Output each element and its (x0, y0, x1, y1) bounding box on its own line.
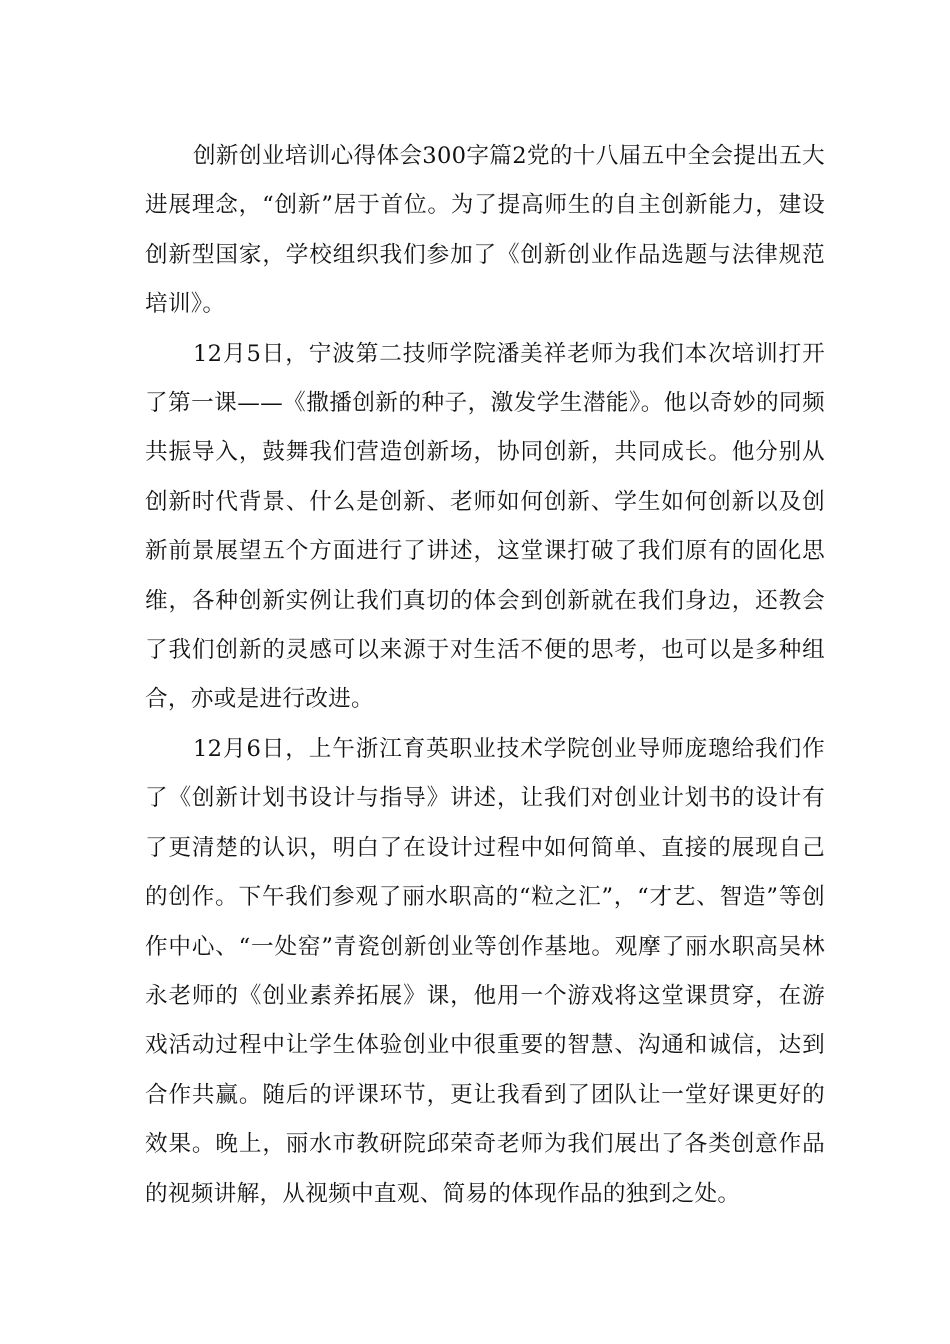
paragraph-dec-6: 12月6日，上午浙江育英职业技术学院创业导师庞璁给我们作了《创新计划书设计与指导》讲述，让我们对创业计划书的设计有了更清楚的认识，明白了在设计过程中如何简单、直接的展现自己的创作。下午我们参观了丽水职高的“粒之汇”，“才艺、智造”等创作中心、“一处窑”青瓷创新创业等创作基地。观摩了丽水职高吴林永老师的《创业素养拓展》课，他用一个游戏将这堂课贯穿，在游戏活动过程中让学生体验创业中很重要的智慧、沟通和诚信，达到合作共赢。随后的评课环节，更让我看到了团队让一堂好课更好的效果。晚上，丽水市教研院邱荣奇老师为我们展出了各类创意作品的视频讲解，从视频中直观、简易的体现作品的独到之处。 (145, 735, 825, 1207)
document-body (145, 132, 825, 1219)
paragraph-intro: 创新创业培训心得体会300字篇2党的十八届五中全会提出五大进展理念，“创新”居于首位。为了提高师生的自主创新能力，建设创新型国家，学校组织我们参加了《创新创业作品选题与法律规范培训》。 (145, 143, 825, 318)
paragraph-dec-5: 12月5日，宁波第二技师学院潘美祥老师为我们本次培训打开了第一课——《撒播创新的种子，激发学生潜能》。他以奇妙的同频共振导入，鼓舞我们营造创新场，协同创新，共同成长。他分别从创新时代背景、什么是创新、老师如何创新、学生如何创新以及创新前景展望五个方面进行了讲述，这堂课打破了我们原有的固化思维，各种创新实例让我们真切的体会到创新就在我们身边，还教会了我们创新的灵感可以来源于对生活不便的思考，也可以是多种组合，亦或是进行改进。 (145, 340, 825, 713)
